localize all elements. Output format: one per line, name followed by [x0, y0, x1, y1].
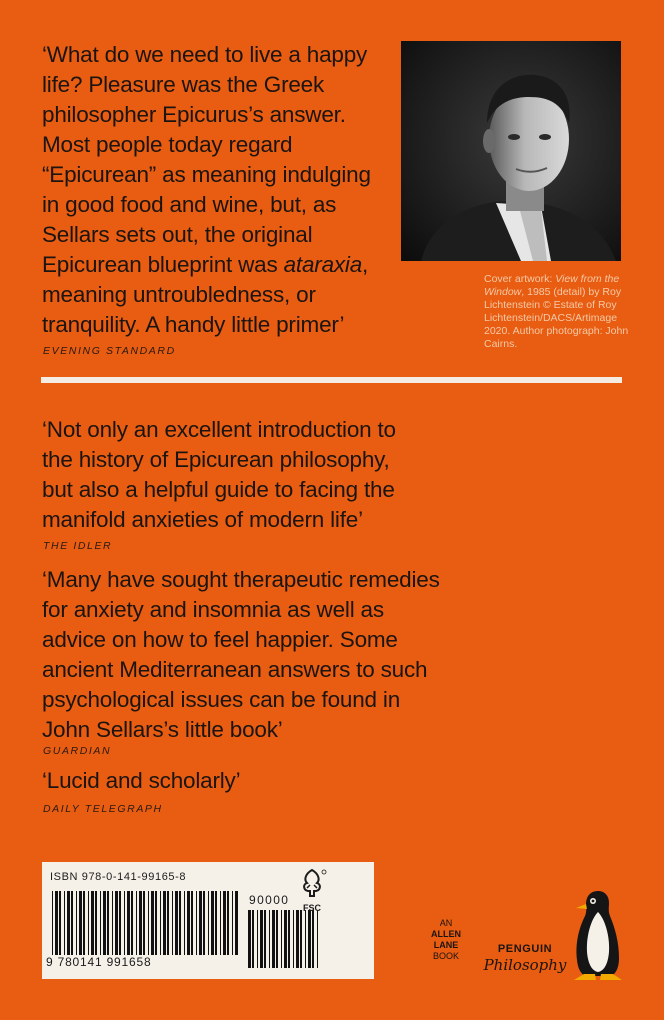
barcode-bar: [88, 891, 89, 955]
credits-details: , 1985 (detail) by Roy Lichtenstein © Estate of Roy Lichtenstein/DACS/Artimage 2020. Author photograph: John Cairns.: [484, 286, 629, 350]
quote-guardian: [42, 565, 440, 745]
fsc-logo: [293, 868, 331, 913]
quote-italic-term: ataraxia: [283, 252, 363, 277]
isbn-number: ISBN 978-0-141-99165-8: [50, 871, 187, 883]
barcode-bar: [175, 891, 178, 955]
barcode-bar: [215, 891, 217, 955]
barcode-bar: [119, 891, 121, 955]
quote-source: EVENING STANDARD: [43, 345, 176, 357]
addon-barcode: [248, 910, 318, 968]
quote-line: philosopher Epicurus’s answer.: [42, 102, 346, 127]
quote-line: ‘Many have sought therapeutic remedies: [42, 567, 440, 592]
author-photo: [401, 41, 621, 261]
quote-line: ‘Not only an excellent introduction to: [42, 417, 396, 442]
imprint-line: BOOK: [432, 951, 459, 961]
barcode-bar: [293, 910, 294, 968]
quote-text: ,: [362, 252, 369, 277]
quote-line: but also a helpful guide to facing the: [42, 477, 395, 502]
barcode-bar: [143, 891, 145, 955]
barcode-bar: [71, 891, 73, 955]
barcode-bar: [52, 891, 53, 955]
barcode-bar: [151, 891, 154, 955]
credits-prefix: Cover artwork:: [484, 273, 556, 285]
allen-lane-imprint: [428, 918, 464, 962]
barcode-bar: [112, 891, 113, 955]
barcode-bar: [227, 891, 229, 955]
barcode-bar: [107, 891, 109, 955]
quote-line: ‘Lucid and scholarly’: [42, 768, 241, 793]
barcode-bar: [196, 891, 197, 955]
barcode-bar: [55, 891, 58, 955]
imprint-line: AN: [439, 918, 453, 928]
quote-line: tranquility. A handy little primer’: [42, 312, 345, 337]
quote-the-idler: [42, 415, 396, 535]
barcode-bar: [220, 891, 221, 955]
barcode-bar: [83, 891, 85, 955]
barcode-bar: [232, 891, 233, 955]
barcode-bar: [67, 891, 70, 955]
imprint-line: LANE: [433, 940, 459, 950]
quote-line: Sellars sets out, the original: [42, 222, 313, 247]
barcode-bar: [288, 910, 290, 968]
quote-line: for anxiety and insomnia as well as: [42, 597, 384, 622]
barcode-bar: [100, 891, 101, 955]
cover-credits: [484, 273, 634, 351]
barcode-bar: [305, 910, 306, 968]
quote-line: psychological issues can be found in: [42, 687, 401, 712]
barcode-panel: [42, 862, 374, 979]
barcode-bar: [252, 910, 254, 968]
barcode-bar: [139, 891, 142, 955]
quote-line: manifold anxieties of modern life’: [42, 507, 363, 532]
barcode-bar: [115, 891, 118, 955]
quote-source: THE IDLER: [43, 540, 113, 552]
quote-line: ‘What do we need to live a happy: [42, 42, 368, 67]
quote-line: ancient Mediterranean answers to such: [42, 657, 428, 682]
barcode-bar: [95, 891, 97, 955]
quote-line: John Sellars’s little book’: [42, 717, 283, 742]
barcode-bar: [160, 891, 161, 955]
barcode-bar: [300, 910, 302, 968]
publisher-wordmark: [482, 943, 568, 974]
barcode-bar: [131, 891, 133, 955]
section-divider: [41, 377, 622, 383]
barcode-bar: [317, 910, 318, 968]
quote-line: meaning untroubledness, or: [42, 282, 316, 307]
barcode-bar: [155, 891, 157, 955]
barcode-bar: [172, 891, 173, 955]
barcode-bar: [59, 891, 61, 955]
barcode-addon-digits: 90000: [249, 893, 290, 907]
quote-line: in good food and wine, but, as: [42, 192, 337, 217]
quote-line: advice on how to feel happier. Some: [42, 627, 398, 652]
barcode-bar: [208, 891, 209, 955]
barcode-digits: 9 780141 991658: [46, 955, 152, 969]
barcode-bar: [284, 910, 287, 968]
barcode-bar: [136, 891, 137, 955]
barcode-bar: [148, 891, 149, 955]
barcode-bar: [312, 910, 314, 968]
imprint-line: ALLEN: [431, 929, 461, 939]
fsc-tree-icon: [295, 868, 329, 898]
barcode-bar: [179, 891, 181, 955]
barcode-bar: [260, 910, 263, 968]
barcode-bar: [124, 891, 125, 955]
barcode-bar: [281, 910, 282, 968]
barcode-bar: [211, 891, 214, 955]
barcode-bar: [235, 891, 238, 955]
quote-line: Most people today regard: [42, 132, 293, 157]
barcode-bar: [199, 891, 202, 955]
barcode-bar: [103, 891, 106, 955]
barcode-bar: [76, 891, 77, 955]
barcode-bar: [167, 891, 169, 955]
barcode-bar: [184, 891, 185, 955]
quote-daily-telegraph: [42, 766, 240, 796]
quote-line: [42, 250, 371, 280]
quote-line: life? Pleasure was the Greek: [42, 72, 325, 97]
author-portrait-image: [401, 41, 621, 261]
barcode-bar: [79, 891, 82, 955]
barcode-bar: [264, 910, 266, 968]
barcode-bar: [191, 891, 193, 955]
barcode-bar: [64, 891, 65, 955]
barcode-bar: [257, 910, 258, 968]
publisher-name: PENGUIN: [497, 943, 553, 955]
barcode-bar: [272, 910, 275, 968]
barcode-bar: [163, 891, 166, 955]
barcode-bar: [203, 891, 205, 955]
barcode-bar: [91, 891, 94, 955]
barcode-bar: [276, 910, 278, 968]
barcode-bar: [223, 891, 226, 955]
ean-barcode: [52, 891, 240, 955]
quote-evening-standard: [42, 40, 371, 340]
barcode-bar: [296, 910, 299, 968]
quote-text: Epicurean blueprint was: [42, 252, 284, 277]
barcode-bar: [248, 910, 251, 968]
penguin-logo-icon: [571, 888, 625, 982]
series-name: Philosophy: [483, 956, 567, 974]
barcode-bar: [308, 910, 311, 968]
barcode-bar: [127, 891, 130, 955]
barcode-bar: [269, 910, 270, 968]
barcode-bar: [187, 891, 190, 955]
credits-artwork-title: View from the Window: [484, 273, 620, 298]
quote-source: DAILY TELEGRAPH: [43, 803, 163, 815]
fsc-label: FSC: [303, 903, 321, 913]
quote-source: GUARDIAN: [43, 745, 112, 757]
quote-line: the history of Epicurean philosophy,: [42, 447, 390, 472]
quote-line: “Epicurean” as meaning indulging: [42, 162, 371, 187]
